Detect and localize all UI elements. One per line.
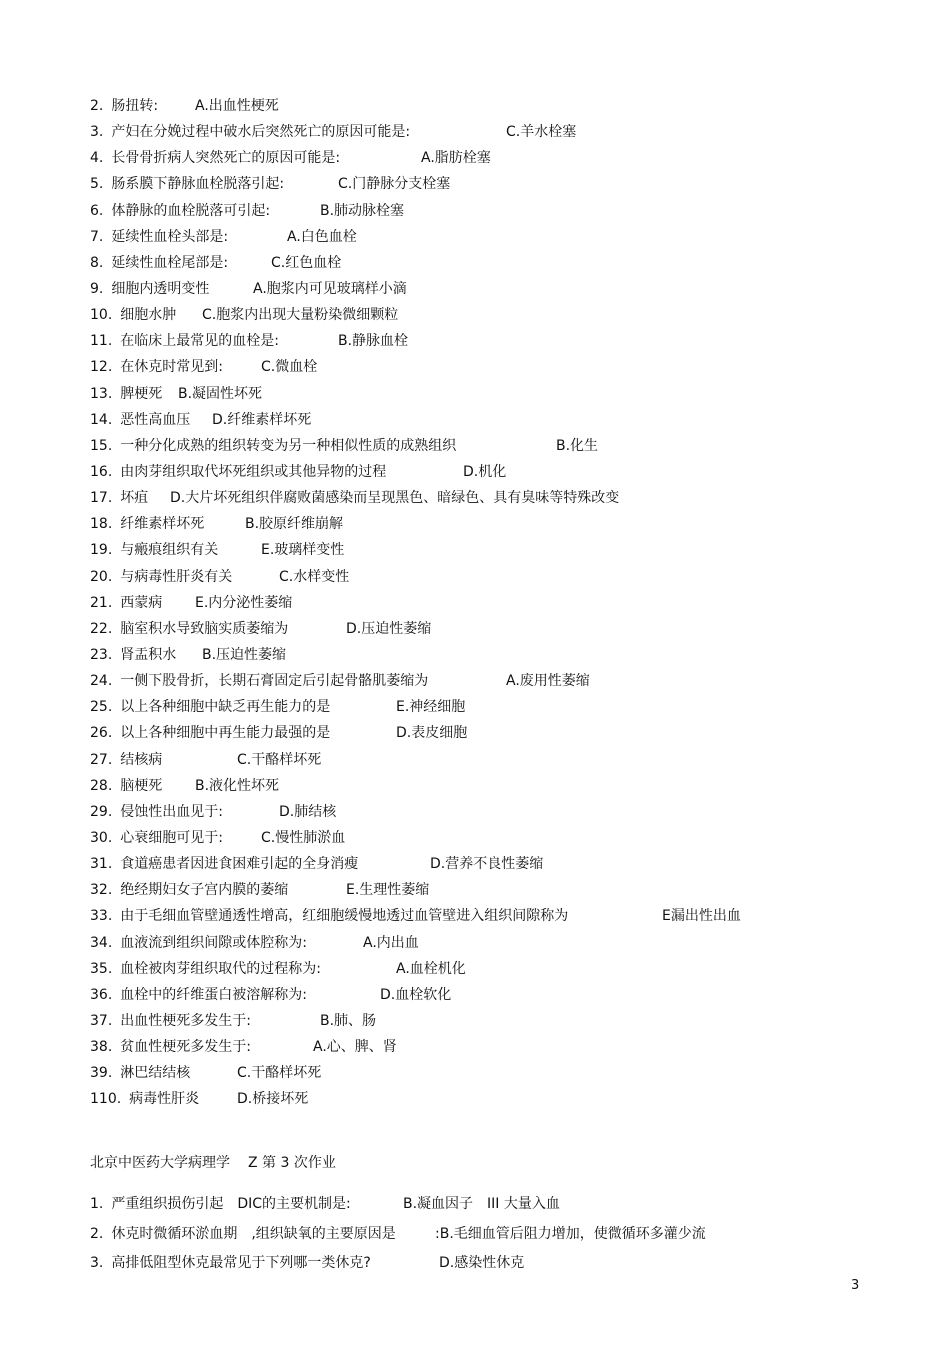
item-question: 肠系膜下静脉血栓脱落引起: — [111, 176, 285, 193]
item-question: 休克时微循环淤血期 ,组织缺氧的主要原因是 — [111, 1225, 396, 1242]
item-number: 30. — [90, 829, 113, 846]
list-item — [90, 616, 890, 642]
list-item — [90, 564, 890, 590]
item-number: 27. — [90, 751, 113, 768]
item-question: 侵蚀性出血见于: — [120, 803, 223, 820]
item-question: 西蒙病 — [120, 594, 163, 611]
item-answer: B.静脉血栓 — [338, 333, 409, 350]
item-answer: C.干酪样坏死 — [237, 751, 322, 768]
list-item — [90, 668, 890, 694]
item-question: 高排低阻型休克最常见于下列哪一类休克? — [111, 1255, 371, 1271]
section-heading-part2: Z 第 3 次作业 — [248, 1155, 336, 1171]
item-number: 16. — [90, 463, 113, 480]
item-answer: E.内分泌性萎缩 — [195, 594, 293, 611]
list-item — [90, 930, 890, 956]
list-item — [90, 354, 890, 380]
item-number: 10. — [90, 307, 113, 324]
list-item — [90, 250, 890, 276]
item-number: 26. — [90, 725, 113, 742]
item-question: 肾盂积水 — [120, 646, 177, 663]
item-answer: C.微血栓 — [261, 359, 318, 376]
item-question: 长骨骨折病人突然死亡的原因可能是: — [111, 150, 341, 167]
list-item — [90, 407, 890, 433]
item-question: 细胞内透明变性 — [111, 280, 210, 297]
item-number: 7. — [90, 228, 104, 245]
item-question: 在休克时常见到: — [120, 359, 223, 376]
item-answer: D.感染性休克 — [439, 1255, 525, 1271]
item-number: 37. — [90, 1012, 113, 1029]
list-item — [90, 1086, 890, 1112]
item-answer: B.凝血因子 III 大量入血 — [403, 1196, 560, 1212]
item-number: 28. — [90, 777, 113, 794]
item-question: 贫血性梗死多发生于: — [120, 1039, 251, 1056]
list-item — [90, 537, 890, 563]
item-answer: D.压迫性萎缩 — [346, 620, 432, 637]
list-item — [90, 433, 890, 459]
item-number: 11. — [90, 333, 113, 350]
item-number: 21. — [90, 594, 113, 611]
item-question: 一种分化成熟的组织转变为另一种相似性质的成熟组织 — [120, 437, 457, 454]
item-answer: C.干酪样坏死 — [237, 1065, 322, 1082]
item-question: 以上各种细胞中缺乏再生能力的是 — [120, 699, 331, 716]
list-item — [90, 198, 890, 224]
item-answer: A.内出血 — [363, 934, 419, 951]
item-answer: D.肺结核 — [279, 803, 337, 820]
item-number: 22. — [90, 620, 113, 637]
item-question: 与瘢痕组织有关 — [120, 542, 219, 559]
item-question: 脑室积水导致脑实质萎缩为 — [120, 620, 289, 637]
list-item — [90, 511, 890, 537]
list-item — [90, 1220, 890, 1250]
list-item — [90, 302, 890, 328]
item-answer: D.机化 — [463, 463, 507, 480]
item-question: 由于毛细血管壁通透性增高，红细胞缓慢地透过血管壁进入组织间隙称为 — [120, 908, 569, 925]
item-question: 产妇在分娩过程中破水后突然死亡的原因可能是: — [111, 124, 411, 141]
item-answer: A.血栓机化 — [396, 960, 466, 977]
item-answer: D.血栓软化 — [380, 986, 452, 1003]
item-question: 出血性梗死多发生于: — [120, 1012, 251, 1029]
item-number: 6. — [90, 202, 104, 219]
item-number: 32. — [90, 882, 113, 899]
item-number: 34. — [90, 934, 113, 951]
item-number: 18. — [90, 516, 113, 533]
item-answer: C.门静脉分支栓塞 — [338, 176, 451, 193]
item-answer: A.废用性萎缩 — [506, 673, 590, 690]
item-answer: D.大片坏死组织伴腐败菌感染而呈现黑色、暗绿色、具有臭味等特殊改变 — [170, 490, 620, 507]
item-answer: A.白色血栓 — [287, 228, 357, 245]
list-item — [90, 825, 890, 851]
item-number: 13. — [90, 385, 113, 402]
item-question: 延续性血栓头部是: — [111, 228, 229, 245]
item-number: 15. — [90, 437, 113, 454]
list-item — [90, 485, 890, 511]
item-question: 血液流到组织间隙或体腔称为: — [120, 934, 307, 951]
list-item — [90, 1008, 890, 1034]
item-answer: B.压迫性萎缩 — [202, 646, 287, 663]
item-question: 淋巴结结核 — [120, 1065, 191, 1082]
item-question: 食道癌患者因进食困难引起的全身消瘦 — [120, 856, 359, 873]
item-number: 2. — [90, 98, 104, 114]
list-item — [90, 747, 890, 773]
list-item — [90, 459, 890, 485]
item-answer: :B.毛细血管后阻力增加，使微循环多灌少流 — [435, 1225, 706, 1242]
item-number: 20. — [90, 568, 113, 585]
item-answer: C.水样变性 — [279, 568, 350, 585]
list-item — [90, 145, 890, 171]
item-number: 4. — [90, 150, 104, 167]
item-answer: E漏出性出血 — [662, 908, 741, 925]
list-item — [90, 642, 890, 668]
item-number: 25. — [90, 699, 113, 716]
item-question: 一侧下股骨折，长期石膏固定后引起骨骼肌萎缩为 — [120, 673, 429, 690]
list-item — [90, 877, 890, 903]
answer-list-part2 — [90, 1190, 890, 1279]
list-item — [90, 119, 890, 145]
item-answer: E.生理性萎缩 — [346, 882, 430, 899]
item-number: 31. — [90, 856, 113, 873]
item-answer: B.肺动脉栓塞 — [320, 202, 405, 219]
item-number: 19. — [90, 542, 113, 559]
answer-list-part1 — [90, 93, 890, 1112]
item-number: 1. — [90, 1196, 104, 1212]
item-answer: C.红色血栓 — [271, 254, 342, 271]
list-item — [90, 93, 890, 119]
item-answer: D.桥接坏死 — [237, 1091, 309, 1108]
item-answer: B.液化性坏死 — [195, 777, 280, 794]
list-item — [90, 799, 890, 825]
list-item — [90, 1060, 890, 1086]
item-answer: D.纤维素样坏死 — [212, 411, 312, 428]
item-question: 恶性高血压 — [120, 411, 191, 428]
item-number: 36. — [90, 986, 113, 1003]
item-number: 33. — [90, 908, 113, 925]
item-question: 与病毒性肝炎有关 — [120, 568, 233, 585]
item-number: 35. — [90, 960, 113, 977]
item-question: 细胞水肿 — [120, 307, 177, 324]
list-item — [90, 171, 890, 197]
item-question: 绝经期妇女子宫内膜的萎缩 — [120, 882, 289, 899]
list-item — [90, 590, 890, 616]
item-question: 肠扭转: — [111, 98, 159, 114]
item-answer: C.羊水栓塞 — [506, 124, 577, 141]
item-answer: B.肺、肠 — [320, 1012, 377, 1029]
section-heading-part1: 北京中医药大学病理学 — [90, 1155, 230, 1171]
item-number: 12. — [90, 359, 113, 376]
item-number: 29. — [90, 803, 113, 820]
item-question: 在临床上最常见的血栓是: — [120, 333, 279, 350]
item-number: 24. — [90, 673, 113, 690]
list-item — [90, 224, 890, 250]
item-number: 3. — [90, 1255, 104, 1271]
list-item — [90, 720, 890, 746]
item-question: 由肉芽组织取代坏死组织或其他异物的过程 — [120, 463, 387, 480]
item-answer: A.心、脾、肾 — [313, 1039, 397, 1056]
item-number: 110. — [90, 1091, 122, 1108]
item-answer: B.胶原纤维崩解 — [245, 516, 344, 533]
item-answer: A.出血性梗死 — [195, 98, 279, 114]
item-number: 23. — [90, 646, 113, 663]
item-number: 39. — [90, 1065, 113, 1082]
item-number: 5. — [90, 176, 104, 193]
item-number: 14. — [90, 411, 113, 428]
item-number: 8. — [90, 254, 104, 271]
list-item — [90, 903, 890, 929]
item-question: 脑梗死 — [120, 777, 163, 794]
list-item — [90, 982, 890, 1008]
item-number: 38. — [90, 1039, 113, 1056]
item-answer: B.化生 — [556, 437, 599, 454]
list-item — [90, 1190, 890, 1220]
list-item — [90, 328, 890, 354]
item-number: 9. — [90, 280, 104, 297]
item-question: 脾梗死 — [120, 385, 163, 402]
list-item — [90, 381, 890, 407]
item-question: 病毒性肝炎 — [129, 1091, 200, 1108]
item-answer: B.凝固性坏死 — [178, 385, 263, 402]
item-question: 纤维素样坏死 — [120, 516, 205, 533]
list-item — [90, 1034, 890, 1060]
page-number: 3 — [851, 1278, 860, 1293]
item-answer: E.神经细胞 — [396, 699, 466, 716]
list-item — [90, 276, 890, 302]
item-answer: D.营养不良性萎缩 — [430, 856, 544, 873]
item-question: 严重组织损伤引起 DIC的主要机制是: — [111, 1196, 351, 1212]
item-question: 血栓被肉芽组织取代的过程称为: — [120, 960, 321, 977]
list-item — [90, 956, 890, 982]
item-answer: A.脂肪栓塞 — [421, 150, 491, 167]
item-number: 17. — [90, 490, 113, 507]
item-question: 坏疽 — [120, 490, 149, 507]
item-number: 3. — [90, 124, 104, 141]
list-item — [90, 1249, 890, 1279]
item-number: 2. — [90, 1225, 104, 1242]
item-question: 体静脉的血栓脱落可引起: — [111, 202, 271, 219]
list-item — [90, 773, 890, 799]
item-question: 以上各种细胞中再生能力最强的是 — [120, 725, 331, 742]
item-answer: C.慢性肺淤血 — [261, 829, 346, 846]
item-question: 延续性血栓尾部是: — [111, 254, 229, 271]
item-question: 心衰细胞可见于: — [120, 829, 223, 846]
list-item — [90, 851, 890, 877]
item-answer: D.表皮细胞 — [396, 725, 468, 742]
item-question: 血栓中的纤维蛋白被溶解称为: — [120, 986, 307, 1003]
item-answer: A.胞浆内可见玻璃样小滴 — [253, 280, 407, 297]
section-heading — [90, 1150, 336, 1176]
item-answer: E.玻璃样变性 — [261, 542, 345, 559]
list-item — [90, 694, 890, 720]
item-question: 结核病 — [120, 751, 163, 768]
item-answer: C.胞浆内出现大量粉染微细颗粒 — [202, 307, 399, 324]
